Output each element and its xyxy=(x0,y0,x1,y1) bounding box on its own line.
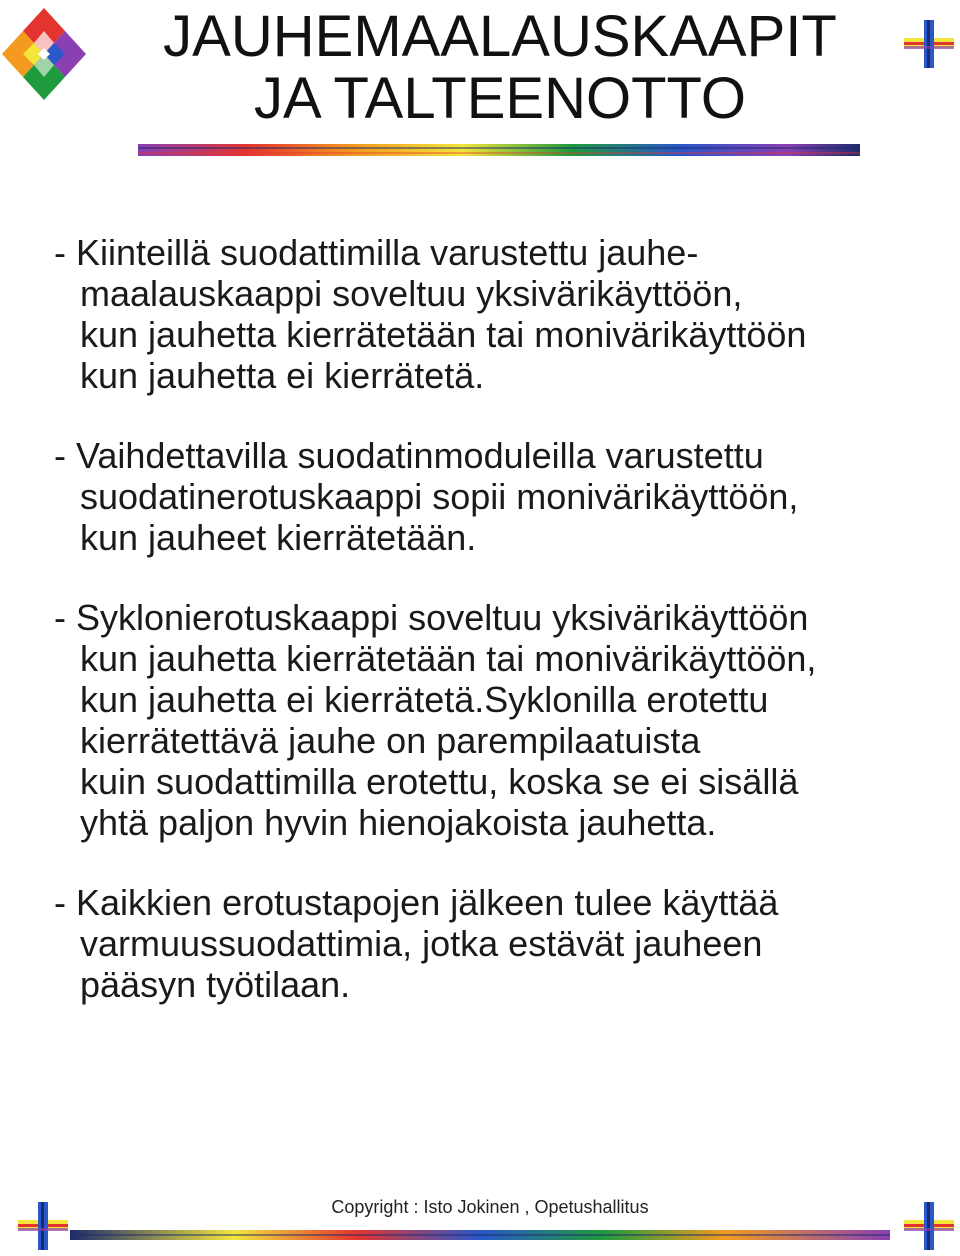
title-divider xyxy=(138,144,860,156)
color-cross-icon xyxy=(14,1200,72,1252)
color-diamond-logo-icon xyxy=(2,4,86,104)
paragraph-1: - Kiinteillä suodattimilla varustettu jauhe- maalauskaappi soveltuu yksivärikäyttöön, kun jauhetta kierrätetään tai monivärikäyttöön kun jauhetta ei kierrätetä. xyxy=(54,232,807,396)
paragraph-4: - Kaikkien erotustapojen jälkeen tulee käyttää varmuussuodattimia, jotka estävät jauheen pääsyn työtilaan. xyxy=(54,882,779,1005)
page-title xyxy=(130,6,870,130)
paragraph-3: - Syklonierotuskaappi soveltuu yksivärikäyttöön kun jauhetta kierrätetään tai monivärikäyttöön, kun jauhetta ei kierrätetä.Syklonilla erotettu kierrätettävä jauhe on parempilaatuista kuin suodattimilla erotettu, koska se ei sisällä yhtä paljon hyvin hienojakoista jauhetta. xyxy=(54,597,817,843)
title-line-1: JAUHEMAALAUSKAAPIT xyxy=(163,4,837,69)
footer-divider xyxy=(70,1230,890,1240)
title-line-2: JA TALTEENOTTO xyxy=(253,66,747,131)
color-cross-icon xyxy=(900,1200,958,1252)
copyright-footer: Copyright : Isto Jokinen , Opetushallitus xyxy=(331,1197,649,1217)
content-body xyxy=(54,232,934,1044)
color-cross-icon xyxy=(900,18,958,70)
paragraph-2: - Vaihdettavilla suodatinmoduleilla varustettu suodatinerotuskaappi sopii monivärikäyttöön, kun jauheet kierrätetään. xyxy=(54,435,799,558)
